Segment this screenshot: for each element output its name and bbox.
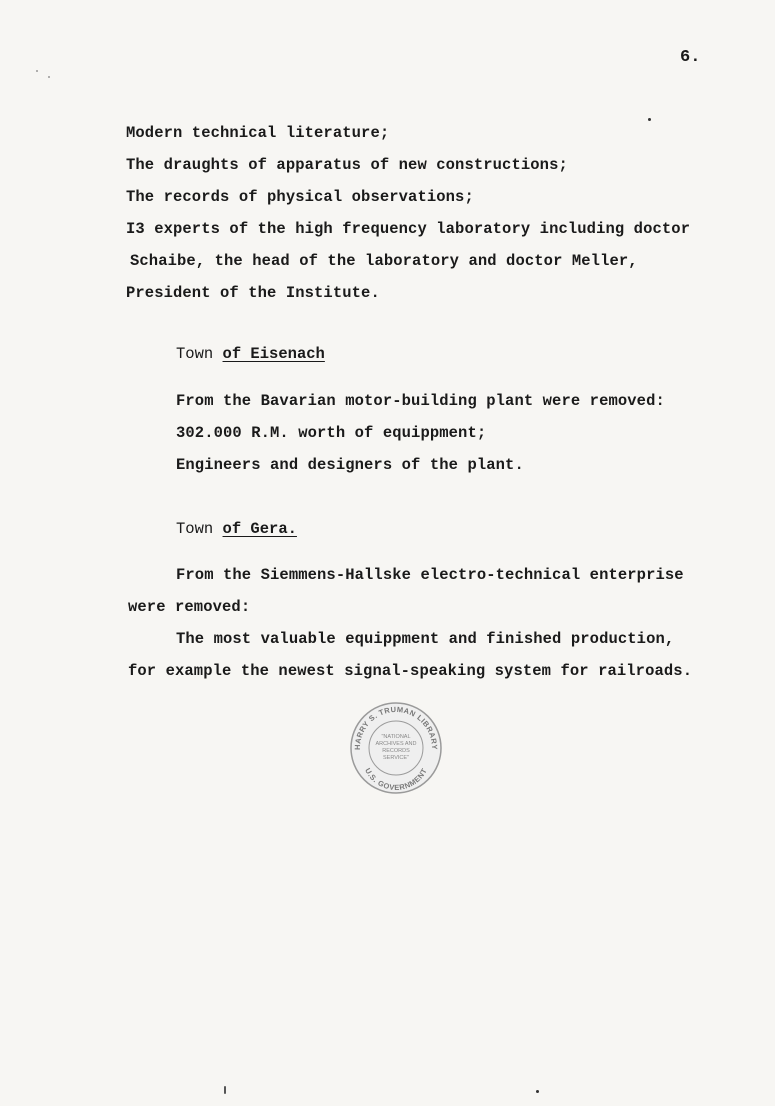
stamp-center-line: RECORDS [382,748,410,754]
stamp-center-line: SERVICE" [383,755,409,761]
text-line: The records of physical observations; [126,188,474,206]
text-line: for example the newest signal-speaking system for railroads. [128,662,693,680]
scan-speck [648,118,651,121]
stamp-top-text: HARRY S. TRUMAN LIBRARY [352,704,440,751]
heading-prefix: Town [176,345,214,363]
text-line: Modern technical literature; [126,124,390,142]
scan-speck [224,1086,226,1094]
text-line: President of the Institute. [126,284,380,302]
section-heading-gera [176,520,297,538]
archive-stamp [348,700,444,796]
text-line: I3 experts of the high frequency laboratory including doctor [126,220,691,238]
heading-prefix: Town [176,520,214,538]
text-line: 302.000 R.M. worth of equippment; [176,424,487,442]
text-line: The draughts of apparatus of new constructions; [126,156,568,174]
text-line: were removed: [128,598,251,616]
stamp-bottom-text: U.S. GOVERNMENT [363,766,429,793]
text-line: Schaibe, the head of the laboratory and doctor Meller, [130,252,638,270]
stamp-center-line: "NATIONAL [381,734,411,740]
text-line: Engineers and designers of the plant. [176,456,524,474]
stamp-center-line: ARCHIVES AND [375,741,417,747]
scan-speck [536,1090,539,1093]
scan-speck [36,70,38,72]
heading-town-name: of Eisenach [222,345,325,363]
section-heading-eisenach [176,345,325,363]
text-line: From the Bavarian motor-building plant were removed: [176,392,665,410]
scan-speck [48,76,50,78]
text-line: The most valuable equippment and finished production, [176,630,675,648]
page-number: 6. [680,48,701,67]
heading-town-name: of Gera. [222,520,297,538]
text-line: From the Siemmens-Hallske electro-technical enterprise [176,566,684,584]
